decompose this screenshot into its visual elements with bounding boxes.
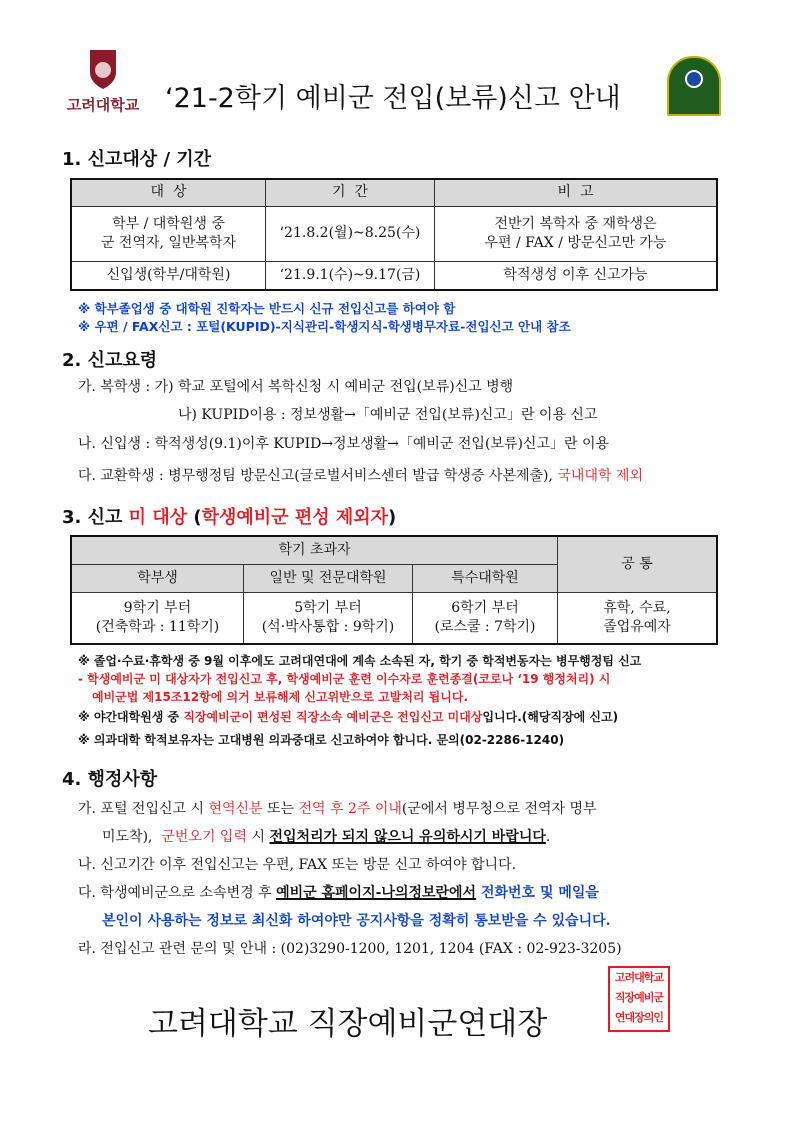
university-logo xyxy=(60,48,146,118)
table-row xyxy=(71,261,717,290)
cell: 5학기 부터 (석·박사통합 : 9학기) xyxy=(244,592,413,644)
admin-line-d: 라. 전입신고 관련 문의 및 안내 : (02)3290-1200, 1201, 1204 (FAX : 02-923-3205) xyxy=(78,941,622,957)
cell: 휴학, 수료, 졸업유예자 xyxy=(558,592,718,644)
common-header: 공 통 xyxy=(558,536,718,592)
exclusion-table xyxy=(70,535,718,645)
col-target: 대 상 xyxy=(71,179,266,206)
official-seal: 고려대학교 직장예비군 연대장의인 xyxy=(608,966,670,1032)
page-title: ‘21-2학기 예비군 전입(보류)신고 안내 xyxy=(165,83,621,114)
col-note: 비 고 xyxy=(435,179,718,206)
cell-target: 신입생(학부/대학원) xyxy=(71,261,266,290)
admin-line-a1: 가. 포털 전입신고 시 현역신분 또는 전역 후 2주 이내(군에서 병무청으로 전역자 명부 xyxy=(78,801,597,817)
col-period: 기 간 xyxy=(266,179,435,206)
kupid-line: 나) KUPID이용 : 정보생활→「예비군 전입(보류)신고」란 이용 신고 xyxy=(178,407,598,423)
freshman-line: 나. 신입생 : 학적생성(9.1)이후 KUPID→정보생활→「예비군 전입(보류)신고」란 이용 xyxy=(78,436,609,452)
section4-heading: 4. 행정사항 xyxy=(62,769,158,790)
sub-header: 일반 및 전문대학원 xyxy=(244,564,413,592)
admin-line-c2: 본인이 사용하는 정보로 최신화 하여야만 공지사항을 정확히 통보받을 수 있습니다. xyxy=(102,913,611,929)
report-period-table xyxy=(70,178,718,291)
sub-header: 학부생 xyxy=(71,564,244,592)
section2-heading: 2. 신고요령 xyxy=(62,350,158,371)
group-header: 학기 초과자 xyxy=(71,536,558,564)
note-graduate: ※ 학부졸업생 중 대학원 진학자는 반드시 신규 전입신고를 하여야 함 xyxy=(78,301,456,316)
sub-header: 특수대학원 xyxy=(413,564,558,592)
note-mail-fax: ※ 우편 / FAX신고 : 포털(KUPID)-지식관리-학생지식-학생병무자료-전입신고 안내 참조 xyxy=(78,319,571,334)
cell-note: 학적생성 이후 신고가능 xyxy=(435,261,718,290)
university-name: 고려대학교 xyxy=(66,96,140,114)
admin-line-c1: 다. 학생예비군으로 소속변경 후 예비군 홈페이지-나의정보란에서 전화번호 및 메일을 xyxy=(78,885,599,901)
reserve-emblem-icon xyxy=(667,56,721,116)
table-row xyxy=(71,592,717,644)
note-graduates: ※ 졸업·수료·휴학생 중 9월 이후에도 고려대연대에 계속 소속된 자, 학기 중 학적변동자는 병무행정팀 신고 xyxy=(78,654,642,668)
section1-heading: 1. 신고대상 / 기간 xyxy=(62,149,212,170)
returning-student-line: 가. 복학생 : 가) 학교 포털에서 복학신청 시 예비군 전입(보류)신고 병행 xyxy=(78,379,514,395)
signature-title: 고려대학교 직장예비군연대장 xyxy=(148,1006,548,1042)
note-medical: ※ 의과대학 학적보유자는 고대병원 의과중대로 신고하여야 합니다. 문의(02-2286-1240) xyxy=(78,733,565,747)
note-night-grad: ※ 야간대학원생 중 직장예비군이 편성된 직장소속 예비군은 전입신고 미대상입니다.(해당직장에 신고) xyxy=(78,710,619,724)
cell-period: ‘21.8.2(월)~8.25(수) xyxy=(266,206,435,261)
admin-line-b: 나. 신고기간 이후 전입신고는 우편, FAX 또는 방문 신고 하여야 합니다. xyxy=(78,857,517,873)
admin-line-a2: 미도착), 군번오기 입력 시 전입처리가 되지 않으니 유의하시기 바랍니다. xyxy=(102,829,551,845)
section3-heading: 3. 신고 미 대상 (학생예비군 편성 제외자) xyxy=(62,507,397,528)
cell-note: 전반기 복학자 중 재학생은 우편 / FAX / 방문신고만 가능 xyxy=(435,206,718,261)
crest-icon xyxy=(88,48,118,90)
cell: 6학기 부터 (로스쿨 : 7학기) xyxy=(413,592,558,644)
exchange-student-line: 다. 교환학생 : 병무행정팀 방문신고(글로벌서비스센터 발급 학생증 사본제출), 국내대학 제외 xyxy=(78,468,643,484)
cell-target: 학부 / 대학원생 중 군 전역자, 일반복학자 xyxy=(71,206,266,261)
cell-period: ‘21.9.1(수)~9.17(금) xyxy=(266,261,435,290)
warning-line-2: 예비군법 제15조12항에 의거 보류해제 신고위반으로 고발처리 됩니다. xyxy=(92,690,469,704)
table-row xyxy=(71,206,717,261)
warning-line-1: - 학생예비군 미 대상자가 전입신고 후, 학생예비군 훈련 이수자로 훈련종결(코로나 ‘19 행정처리) 시 xyxy=(78,672,611,686)
cell: 9학기 부터 (건축학과 : 11학기) xyxy=(71,592,244,644)
